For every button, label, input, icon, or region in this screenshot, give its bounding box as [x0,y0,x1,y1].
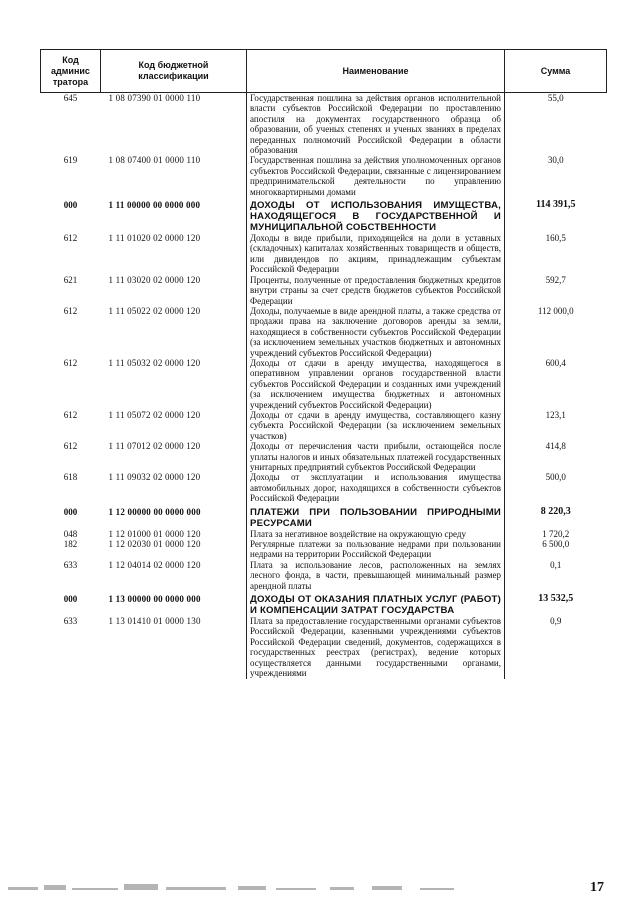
name-cell: ДОХОДЫ ОТ ИСПОЛЬЗОВАНИЯ ИМУЩЕСТВА, НАХОДЯЩЕГОСЯ В ГОСУДАРСТВЕННОЙ И МУНИЦИПАЛЬНОЙ СОБСТВЕННОСТИ [247,197,505,233]
name-cell: ДОХОДЫ ОТ ОКАЗАНИЯ ПЛАТНЫХ УСЛУГ (РАБОТ) И КОМПЕНСАЦИИ ЗАТРАТ ГОСУДАРСТВА [247,591,505,616]
sum-cell: 123,1 [545,409,566,420]
sum-cell: 114 391,5 [536,199,576,211]
budget-code-cell: 1 08 07400 01 0000 110 [108,155,201,166]
admin-code-cell: 612 [63,357,78,368]
sum-cell: 0,1 [550,559,562,570]
table-row [41,233,607,275]
budget-code-cell: 1 12 01000 01 0000 120 [108,528,201,539]
sum-cell: 600,4 [545,357,566,368]
admin-code-cell: 618 [63,472,78,483]
admin-code-cell: 000 [63,200,78,211]
sum-cell: 0,9 [550,616,562,627]
admin-code-cell: 633 [63,616,78,627]
name-cell: Доходы от сдачи в аренду имущества, составляющего казну субъекта Российской Федерации (за исключением земельных участков) [247,410,505,441]
name-cell: Плата за предоставление государственными органами субъектов Российской Федерации, казенными учреждениями субъектов Российской Федерации сведений, документов, содержащихся в государственных реестрах (регистрах), ведение которых осуществляется данными государственными органами, учреждениями [247,616,505,678]
budget-code-cell: 1 11 03020 02 0000 120 [108,274,201,285]
sum-cell: 112 000,0 [537,305,574,316]
budget-code-cell: 1 11 09032 02 0000 120 [108,472,201,483]
table-row [41,616,607,678]
table-row [41,591,607,616]
budget-code-cell: 1 13 01410 01 0000 130 [108,616,201,627]
header-budget-code: Код бюджетной классификации [101,50,247,93]
budget-code-cell: 1 12 02030 01 0000 120 [108,539,201,550]
table-row [41,358,607,410]
admin-code-cell: 000 [63,506,78,517]
budget-code-cell: 1 11 00000 00 0000 000 [108,200,201,211]
sum-cell: 55,0 [547,93,564,103]
sum-cell: 8 220,3 [540,505,571,517]
name-cell: Доходы в виде прибыли, приходящейся на доли в уставных (складочных) капиталах хозяйственных товариществ и обществ, или дивидендов по акциям, принадлежащим субъектам Российской Федерации [247,233,505,275]
budget-code-cell: 1 12 00000 00 0000 000 [108,506,201,517]
sum-cell: 160,5 [545,233,566,244]
admin-code-cell: 633 [63,559,78,570]
sum-cell: 30,0 [547,155,564,166]
name-cell: Регулярные платежи за пользование недрами при пользовании недрами на территории Российской Федерации [247,539,505,560]
name-cell: Государственная пошлина за действия органов исполнительной власти субъектов Российской Федерации по проставлению апостиля на документах государственного образца об образовании, об ученых степенях и ученых званиях в пределах переданных полномочий Российской Федерации в области образования [247,93,505,156]
sum-cell: 1 720,2 [542,528,570,539]
budget-code-cell: 1 11 07012 02 0000 120 [108,441,201,452]
page-number: 17 [590,880,604,895]
name-cell: Доходы от эксплуатации и использования имущества автомобильных дорог, находящихся в собственности субъектов Российской Федерации [247,472,505,503]
name-cell: Доходы, получаемые в виде арендной платы, а также средства от продажи права на заключение договоров аренды за земли, находящиеся в собственности субъектов Российской Федерации (за исключением земельных участков бюджетных и автономных учреждений субъектов Российской Федерации) [247,306,505,358]
table-header [41,50,607,93]
name-cell: Плата за использование лесов, расположенных на землях лесного фонда, в части, превышающей минимальный размер арендной платы [247,560,505,591]
budget-code-cell: 1 11 01020 02 0000 120 [108,233,201,244]
sum-cell: 500,0 [545,472,566,483]
budget-code-cell: 1 12 04014 02 0000 120 [108,559,201,570]
budget-code-cell: 1 13 00000 00 0000 000 [108,594,201,605]
admin-code-cell: 182 [63,539,78,550]
name-cell: ПЛАТЕЖИ ПРИ ПОЛЬЗОВАНИИ ПРИРОДНЫМИ РЕСУРСАМИ [247,504,505,529]
sum-cell: 13 532,5 [538,593,574,605]
budget-code-cell: 1 11 05072 02 0000 120 [108,409,201,420]
admin-code-cell: 000 [63,594,78,605]
name-cell: Доходы от перечисления части прибыли, остающейся после уплаты налогов и иных обязательных платежей государственных унитарных предприятий субъектов Российской Федерации [247,441,505,472]
admin-code-cell: 621 [63,274,78,285]
table-row [41,539,607,560]
name-cell: Проценты, полученные от предоставления бюджетных кредитов внутри страны за счет средств бюджетов субъектов Российской Федерации [247,275,505,306]
sum-cell: 592,7 [545,274,566,285]
table-row [41,410,607,441]
budget-code-cell: 1 11 05022 02 0000 120 [108,305,201,316]
name-cell: Плата за негативное воздействие на окружающую среду [247,529,505,539]
table-row [41,472,607,503]
admin-code-cell: 645 [63,93,78,103]
sum-cell: 414,8 [545,441,566,452]
table-row [41,504,607,529]
admin-code-cell: 612 [63,441,78,452]
table-row [41,560,607,591]
admin-code-cell: 612 [63,409,78,420]
sum-cell: 6 500,0 [542,539,570,550]
table-body [41,93,607,679]
budget-code-cell: 1 11 05032 02 0000 120 [108,357,201,368]
table-row [41,441,607,472]
name-cell: Доходы от сдачи в аренду имущества, находящегося в оперативном управлении органов государственной власти субъектов Российской Федерации и созданных ими учреждений (за исключением имущества бюджетных и автономных учреждений субъектов Российской Федерации) [247,358,505,410]
admin-code-cell: 612 [63,233,78,244]
table-row [41,275,607,306]
table-row [41,306,607,358]
table-row [41,93,607,156]
admin-code-cell: 619 [63,155,78,166]
header-name: Наименование [247,50,505,93]
admin-code-cell: 612 [63,305,78,316]
header-sum: Сумма [505,50,607,93]
name-cell: Государственная пошлина за действия уполномоченных органов субъектов Российской Федерации, связанные с лицензированием предпринимательской деятельности по управлению многоквартирными домами [247,155,505,197]
header-admin-code: Код админис тратора [41,50,101,93]
scan-artifact [0,878,460,900]
revenue-table [40,49,607,679]
table-row [41,529,607,539]
table-row [41,155,607,197]
table-row [41,197,607,233]
budget-code-cell: 1 08 07390 01 0000 110 [108,93,201,103]
admin-code-cell: 048 [63,528,78,539]
